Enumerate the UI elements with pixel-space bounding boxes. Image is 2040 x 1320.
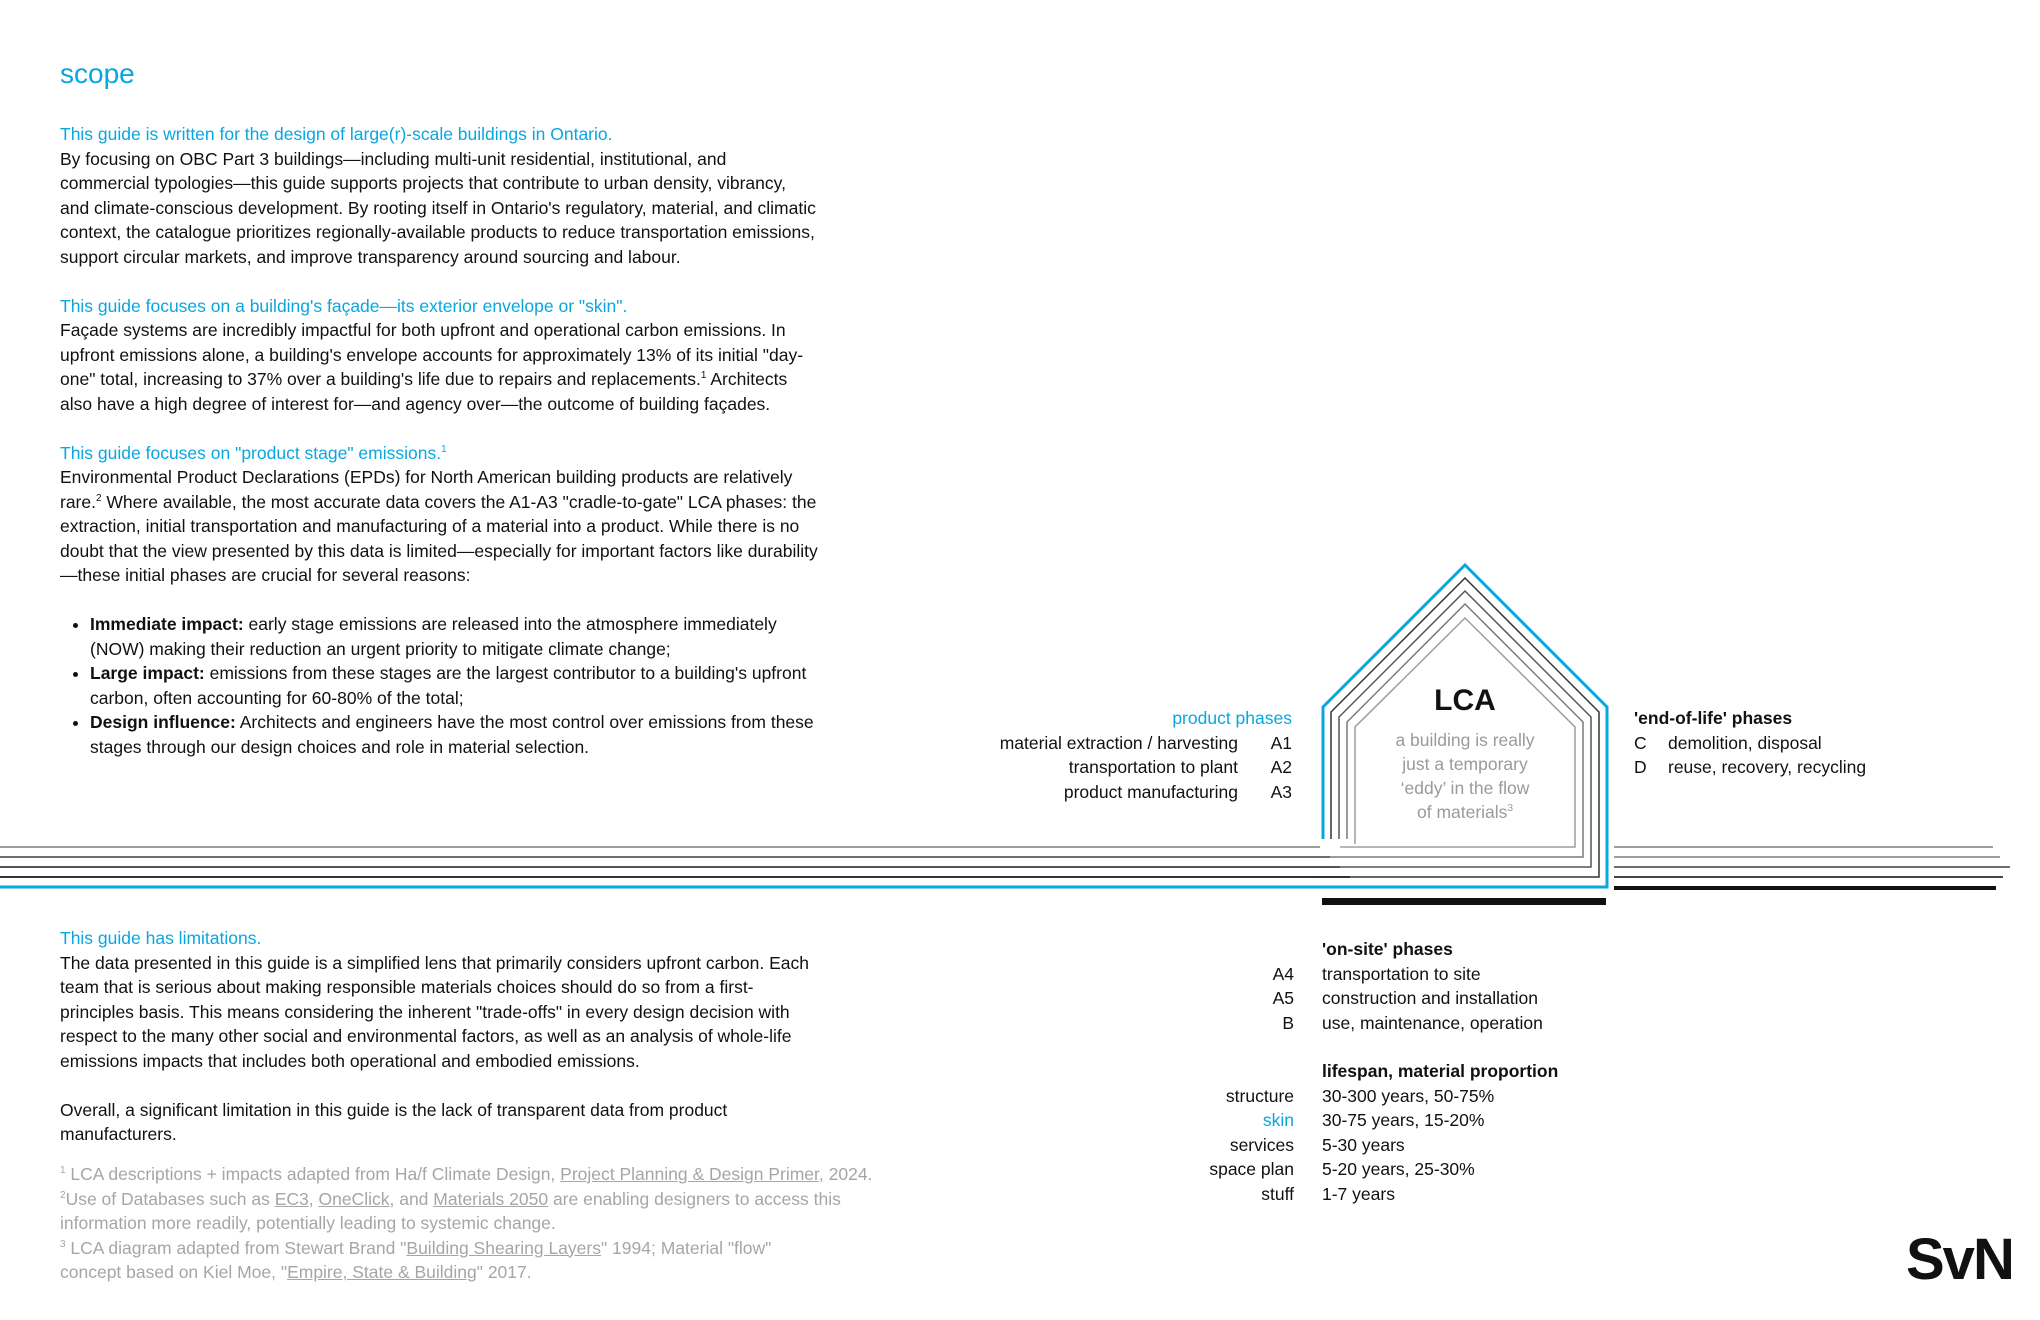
table-row: space plan 5-20 years, 25-30% bbox=[1209, 1159, 1475, 1179]
table-row: structure 30-300 years, 50-75% bbox=[1225, 1085, 1495, 1106]
ground-bar bbox=[1322, 898, 1606, 905]
link-ec3[interactable]: EC3 bbox=[274, 1188, 309, 1209]
table-row: D reuse, recovery, recycling bbox=[1634, 757, 1867, 777]
table-row: A5 construction and installation bbox=[1272, 988, 1538, 1008]
footnote-1: $^1$ LCA descriptions + impacts adapted from Ha/f Climate Design, Project Planning & Design Primer, 2024. bbox=[60, 1164, 873, 1184]
table-row: C demolition, disposal bbox=[1634, 732, 1822, 753]
lifespan-heading: lifespan, material proportion bbox=[1322, 1061, 1559, 1081]
table-row: material extraction / harvesting A1 bbox=[999, 732, 1292, 753]
intro-heading: This guide is written for the design of large(r)-scale buildings in Ontario. bbox=[60, 124, 613, 144]
list-item: • Design influence: Architects and engineers have the most control over emissions from these stages through our design choices and role in material selection. bbox=[90, 710, 820, 759]
link-materials-2050[interactable]: Materials 2050 bbox=[433, 1188, 549, 1209]
lca-title: LCA bbox=[1434, 684, 1496, 717]
link-primer[interactable]: Project Planning & Design Primer, bbox=[560, 1164, 824, 1184]
limitations-text: The data presented in this guide is a simplified lens that primarily considers upfront carbon. Each team that is serious about making responsible materials choices should do so from a first-principles basis. This means considering the inherent "trade-offs" in every design decision with respect to the many other social and environmental factors, as well as an analysis of whole-life emissions impacts that includes both operational and embodied emissions. bbox=[60, 952, 810, 1071]
intro-text: By focusing on OBC Part 3 buildings—including multi-unit residential, institutional, and commercial typologies—this guide supports projects that contribute to urban density, vibrancy, and climate-conscious development. By rooting itself in Ontario's regulatory, material, and climatic context, the catalogue prioritizes regionally-available products to reduce transportation emissions, support circular markets, and improve transparency around sourcing and labour. bbox=[60, 148, 816, 267]
house-layers bbox=[1300, 565, 1607, 887]
list-item: • Immediate impact: early stage emissions are released into the atmosphere immediately (NOW) making their reduction an urgent priority to mitigate climate change; bbox=[90, 612, 820, 661]
product-phases-heading: product phases bbox=[1172, 708, 1292, 728]
product-stage-heading: This guide focuses on "product stage" emissions.$^1$ bbox=[60, 442, 447, 463]
list-item: • Large impact: emissions from these stages are the largest contributor to a building's upfront carbon, often accounting for 60-80% of the total; bbox=[90, 661, 820, 710]
flow-lines-right bbox=[1614, 847, 2010, 888]
table-row: A4 transportation to site bbox=[1272, 963, 1481, 984]
link-empire-state-building[interactable]: Empire, State & Building bbox=[287, 1262, 477, 1282]
facade-text: Façade systems are incredibly impactful for both upfront and operational carbon emissions. In upfront emissions alone, a building's envelope accounts for approximately 13% of its initial "day-one" total, increasing to 37% over a building's life due to repairs and replacements.$^1$ Architects also have a high degree of interest for—and agency over—the outcome of building façades. bbox=[60, 320, 804, 414]
limitations-heading: This guide has limitations. bbox=[60, 928, 262, 948]
limitations-text-2: Overall, a significant limitation in this guide is the lack of transparent data from product manufacturers. bbox=[60, 1099, 728, 1144]
lifespan-table bbox=[1209, 1059, 1622, 1206]
on-site-phases bbox=[1272, 937, 1622, 1035]
footnote-2: $^2$Use of Databases such as EC3, OneClick, and Materials 2050 are enabling designers to access this information more readily, potentially leading to systemic change. bbox=[60, 1188, 841, 1233]
page-title: scope bbox=[60, 58, 135, 89]
table-row: B use, maintenance, operation bbox=[1282, 1012, 1543, 1033]
product-stage-text: Environmental Product Declarations (EPDs) for North American building products are relatively rare.$^2$ Where available, the most accurate data covers the A1-A3 "cradle-to-gate" LCA phases: the extraction, initial transportation and manufacturing of a material into a product. While there is no doubt that the view presented by this data is limited—especially for important factors like durability—these initial phases are crucial for several reasons: bbox=[60, 467, 818, 585]
table-row: stuff 1-7 years bbox=[1261, 1183, 1395, 1204]
table-row: product manufacturing A3 bbox=[1063, 781, 1292, 802]
end-of-life-heading: 'end-of-life' phases bbox=[1634, 708, 1793, 728]
table-row: skin 30-75 years, 15-20% bbox=[1262, 1110, 1485, 1130]
link-shearing-layers[interactable]: Building Shearing Layers bbox=[406, 1237, 601, 1258]
table-row: transportation to plant A2 bbox=[1068, 757, 1292, 777]
table-row: services 5-30 years bbox=[1229, 1134, 1405, 1155]
house-layer-skin bbox=[1300, 565, 1607, 887]
link-oneclick[interactable]: OneClick bbox=[318, 1188, 390, 1209]
svn-logo: SvN bbox=[1906, 1227, 2013, 1292]
lca-caption: a building is really just a temporary ‘eddy’ in the flow of materials$^3$ bbox=[1395, 730, 1535, 822]
facade-heading: This guide focuses on a building's façade—its exterior envelope or "skin". bbox=[60, 295, 628, 316]
on-site-heading: 'on-site' phases bbox=[1322, 939, 1453, 959]
product-phases bbox=[980, 706, 1292, 804]
footnote-3: $^3$ LCA diagram adapted from Stewart Brand "Building Shearing Layers" 1994; Material "flow" concept based on Kiel Moe, "Empire, State & Building" 2017. bbox=[60, 1237, 772, 1282]
footnote-ref: 1 bbox=[700, 370, 707, 382]
end-of-life-phases bbox=[1634, 706, 1894, 780]
